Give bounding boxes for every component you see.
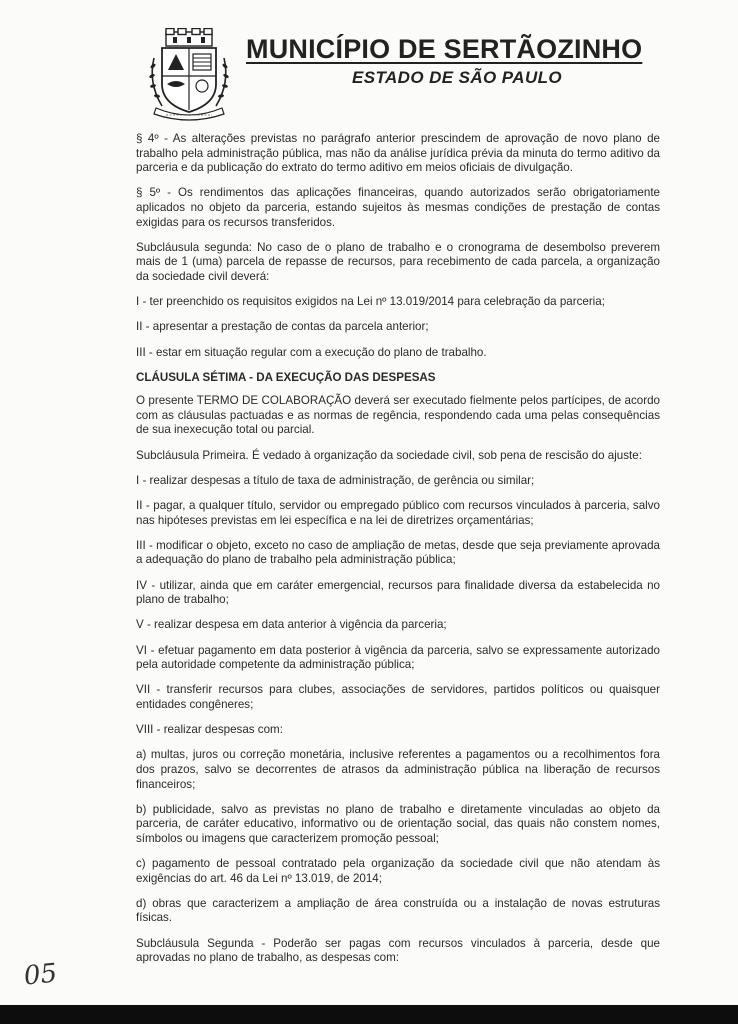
paragraph: IV - utilizar, ainda que em caráter emergencial, recursos para finalidade diversa da estabelecida no plano de trabalho; xyxy=(136,578,660,607)
paragraph: c) pagamento de pessoal contratado pela organização da sociedade civil que não atendam às exigências do art. 46 da Lei nº 13.019, de 2014; xyxy=(136,857,660,885)
paragraph: a) multas, juros ou correção monetária, inclusive referentes a pagamentos ou a recolhimentos fora dos prazos, salvo se decorrentes de atrasos da administração pública na liberação de recursos financeiros; xyxy=(136,748,660,791)
paragraph: III - modificar o objeto, exceto no caso de ampliação de metas, desde que seja previamente aprovada a adequação do plano de trabalho pela administração pública; xyxy=(136,538,660,567)
paragraph: II - pagar, a qualquer título, servidor ou empregado público com recursos vinculados à parceria, salvo nas hipóteses previstas em lei específica e na lei de diretrizes orçamentárias; xyxy=(136,499,660,527)
paragraph: Subcláusula Segunda - Poderão ser pagas com recursos vinculados à parceria, desde que aprovadas no plano de trabalho, as despesas com: xyxy=(136,936,660,965)
paragraph: b) publicidade, salvo as previstas no plano de trabalho e diretamente vinculadas ao objeto da parceria, de caráter educativo, informativo ou de orientação social, das quais não constem nomes, símbolos ou imagens que caracterizem promoção pessoal; xyxy=(136,802,660,845)
clause-heading: CLÁUSULA SÉTIMA - DA EXECUÇÃO DAS DESPESAS xyxy=(136,370,436,384)
state-subtitle: ESTADO DE SÃO PAULO xyxy=(352,68,563,87)
paragraph: O presente TERMO DE COLABORAÇÃO deverá ser executado fielmente pelos partícipes, de acordo com as cláusulas pactuadas e as normas de regência, respondendo cada uma pelas consequências de sua inexecução total ou parcial. xyxy=(136,394,660,437)
paragraph: VII - transferir recursos para clubes, associações de servidores, partidos políticos ou quaisquer entidades congêneres; xyxy=(136,683,660,711)
paragraph: VI - efetuar pagamento em data posterior à vigência da parceria, salvo se expressamente autorizado pela autoridade competente da administração pública; xyxy=(136,643,660,672)
paragraph: Subcláusula Primeira. É vedado à organização da sociedade civil, sob pena de rescisão do ajuste: xyxy=(136,448,642,462)
paragraph: § 4º - As alterações previstas no parágrafo anterior prescindem de aprovação de novo plano de trabalho pela administração pública, mas não da análise jurídica prévia da minuta do termo aditivo da parceria e da publicação do extrato do termo aditivo em meios oficiais de divulgação. xyxy=(136,132,660,175)
paragraph: § 5º - Os rendimentos das aplicações financeiras, quando autorizados serão obrigatoriamente aplicados no objeto da parceria, estando sujeitos às mesmas condições de prestação de contas exigidas para os recursos transferidos. xyxy=(136,186,660,229)
municipality-title: MUNICÍPIO DE SERTÃOZINHO xyxy=(246,34,643,64)
paragraph: II - apresentar a prestação de contas da parcela anterior; xyxy=(136,320,429,334)
paragraph: V - realizar despesa em data anterior à vigência da parceria; xyxy=(136,618,447,632)
paragraph: I - realizar despesas a título de taxa de administração, de gerência ou similar; xyxy=(136,473,535,487)
paragraph: III - estar em situação regular com a execução do plano de trabalho. xyxy=(136,345,487,359)
scan-bottom-edge xyxy=(0,1005,738,1024)
coat-of-arms-icon xyxy=(146,28,232,122)
document-body xyxy=(136,132,660,976)
handwritten-page-number: 05 xyxy=(22,958,59,992)
paragraph: d) obras que caracterizem a ampliação de área construída ou a instalação de novas estruturas físicas. xyxy=(136,896,660,925)
paragraph: VIII - realizar despesas com: xyxy=(136,723,283,737)
paragraph: Subcláusula segunda: No caso de o plano de trabalho e o cronograma de desembolso preverem mais de 1 (uma) parcela de repasse de recursos, para recebimento de cada parcela, a organização da sociedade civil deverá: xyxy=(136,240,660,283)
paragraph: I - ter preenchido os requisitos exigidos na Lei nº 13.019/2014 para celebração da parceria; xyxy=(136,295,605,309)
